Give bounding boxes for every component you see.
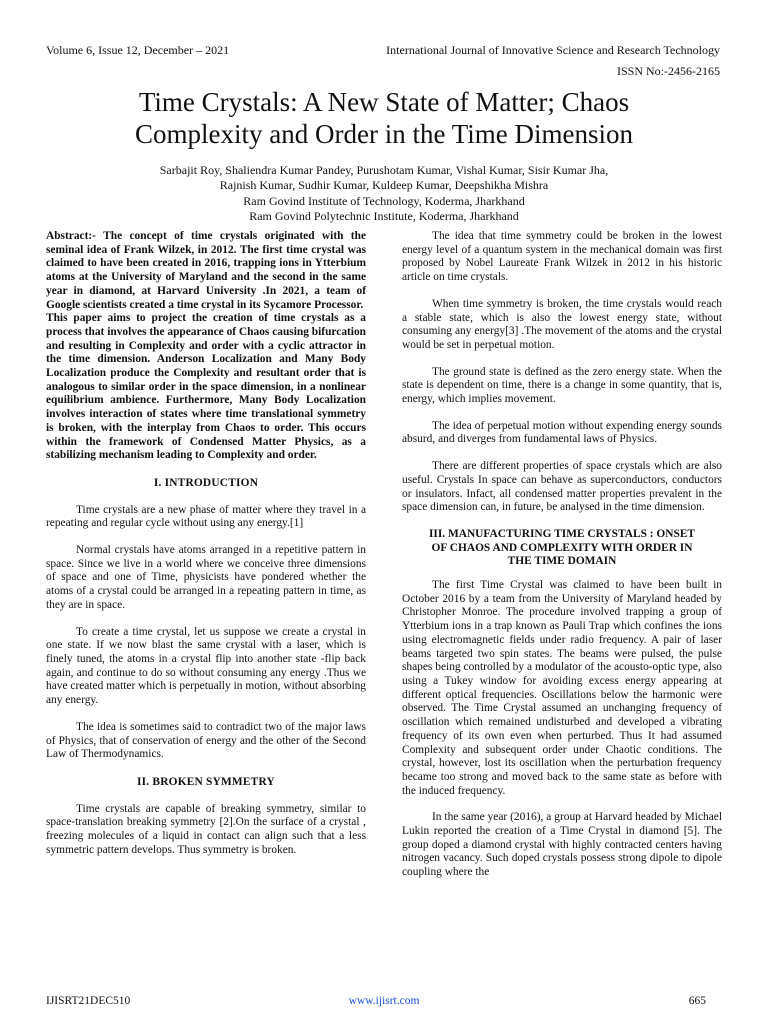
- title-line-2: Complexity and Order in the Time Dimension: [135, 119, 633, 149]
- paper-title: [40, 86, 728, 150]
- paragraph: The ground state is defined as the zero energy state. When the state is dependent on time, there is a change in some quantity, that is, energy, which implies movement.: [402, 365, 722, 406]
- abstract-paragraph-1: Abstract:- The concept of time crystals originated with the seminal idea of Frank Wilzek, in 2012. The first time crystal was claimed to have been created in 2016, trapping ions in Ytterbium atoms at the University of Maryland and the second in the same year in diamond, at Harvard University .In 2021, a team of Google scientists created a time crystal in its Sycamore Processor.: [46, 230, 366, 311]
- section-heading-broken-symmetry: II. BROKEN SYMMETRY: [137, 775, 275, 788]
- paragraph: Time crystals are capable of breaking symmetry, similar to space-translation breaking symmetry [2].On the surface of a crystal , freezing molecules of a liquid in contact can align such that a less symmetric pattern develops. Thus symmetry is broken.: [46, 802, 366, 856]
- issn: ISSN No:-2456-2165: [616, 64, 720, 78]
- section-heading-line: OF CHAOS AND COMPLEXITY WITH ORDER IN: [431, 541, 693, 554]
- paragraph: The first Time Crystal was claimed to have been built in October 2016 by a team from the University of Maryland headed by Christopher Monroe. The procedure involved trapping a group of Ytterbium ions in a trap known as Pauli Trap which confines the ions using electromagnetic fields under radio frequency. A pair of laser beams targeted two spin states. The beams were pulsed, the pulse shapes being controlled by a modulator of the acousto-optic type, also using a Tukey window for avoiding excess energy appearing at different optical frequencies. Oscillations below the harmonic were observed. The Time Crystal assumed an unchanging frequency of oscillation which remained undisturbed and developed a vibrating frequency of its own even when perturbed. Thus It had assumed Complexity and subsequent order under Chaotic conditions. The crystal, however, lost its oscillation when the perturbation frequency became too strong and moved back to the same state as before with the induced frequency.: [402, 579, 722, 797]
- paragraph: There are different properties of space crystals which are also useful. Crystals In space can behave as superconductors, conductors or insulators. Infact, all condensed matter properties prevalent in the space dimension can, in future, be analysed in the time dimension.: [402, 460, 722, 514]
- paragraph: The idea is sometimes said to contradict two of the major laws of Physics, that of conservation of energy and the other of the Second Law of Thermodynamics.: [46, 720, 366, 761]
- affiliation-1: Ram Govind Institute of Technology, Koderma, Jharkhand: [243, 193, 525, 208]
- paragraph: When time symmetry is broken, the time crystals would reach a stable state, which is also the lowest energy state, without consuming any energy[3] .The movement of the atoms and the crystal would be set in perpetual motion.: [402, 297, 722, 351]
- section-heading-line: III. MANUFACTURING TIME CRYSTALS : ONSET: [428, 527, 696, 540]
- journal-name: International Journal of Innovative Science and Research Technology: [386, 43, 720, 57]
- paragraph: In the same year (2016), a group at Harvard headed by Michael Lukin reported the creation of a Time Crystal in diamond [5]. The group doped a diamond crystal with highly contracted centers having nitrogen vacancy. Such doped crystals possess strong dipole to dipole coupling where the: [402, 811, 722, 879]
- author-block: [40, 163, 728, 225]
- right-column: [402, 230, 722, 893]
- affiliation-2: Ram Govind Polytechnic Institute, Koderma, Jharkhand: [249, 209, 519, 224]
- paragraph: Normal crystals have atoms arranged in a repetitive pattern in space. Since we live in a world where we conceive three dimensions of space and one of Time, physicists have pondered whether the atoms of a crystal could be arranged in a repeating pattern in time, as they are in space.: [46, 544, 366, 611]
- section-heading-line: THE TIME DOMAIN: [507, 555, 617, 568]
- authors-line-2: Rajnish Kumar, Sudhir Kumar, Kuldeep Kumar, Deepshikha Mishra: [219, 178, 549, 193]
- volume-issue: Volume 6, Issue 12, December – 2021: [46, 43, 230, 57]
- paragraph: The idea of perpetual motion without expending energy sounds absurd, and diverges from fundamental laws of Physics.: [402, 419, 722, 446]
- paragraph: Time crystals are a new phase of matter where they travel in a repeating and regular cycle without using any energy.[1]: [46, 503, 366, 530]
- title-line-1: Time Crystals: A New State of Matter; Chaos: [138, 87, 630, 117]
- left-column: [46, 230, 366, 870]
- paper-id: IJISRT21DEC510: [46, 995, 131, 1007]
- journal-url-link[interactable]: www.ijisrt.com: [348, 995, 420, 1007]
- paragraph: The idea that time symmetry could be broken in the lowest energy level of a quantum system in the mechanical domain was first proposed by Nobel Laureate Frank Wilzek in 2012 in his historic article on time crystals.: [402, 230, 722, 284]
- section-heading-manufacturing: [402, 528, 722, 569]
- authors-line-1: Sarbajit Roy, Shaliendra Kumar Pandey, Purushotam Kumar, Vishal Kumar, Sisir Kumar Jha,: [159, 163, 609, 177]
- paragraph: To create a time crystal, let us suppose we create a crystal in one state. If we now blast the same crystal with a laser, which is finely tuned, the atoms in a crystal flip into another state -flip back again, and continue to do so without consuming any energy .Thus we have created matter which is perpetually in motion, without absorbing any energy.: [46, 625, 366, 707]
- section-heading-introduction: I. INTRODUCTION: [153, 476, 259, 489]
- page-number: 665: [688, 995, 706, 1007]
- abstract-paragraph-2: This paper aims to project the creation of time crystals as a process that involves the appearance of Chaos causing bifurcation and resulting in Complexity and order with a cyclic attractor in the time dimension. Anderson Localization and Many Body Localization produce the Complexity and resultant order that is analogous to similar order in the space dimension, in a nonlinear equilibrium ambience. Furthermore, Many Body Localization involves interaction of states where time translational symmetry is broken, with the interplay from Chaos to order. This occurs within the framework of Condensed Matter Physics, as a stabilizing mechanism leading to Complexity and order.: [46, 312, 366, 462]
